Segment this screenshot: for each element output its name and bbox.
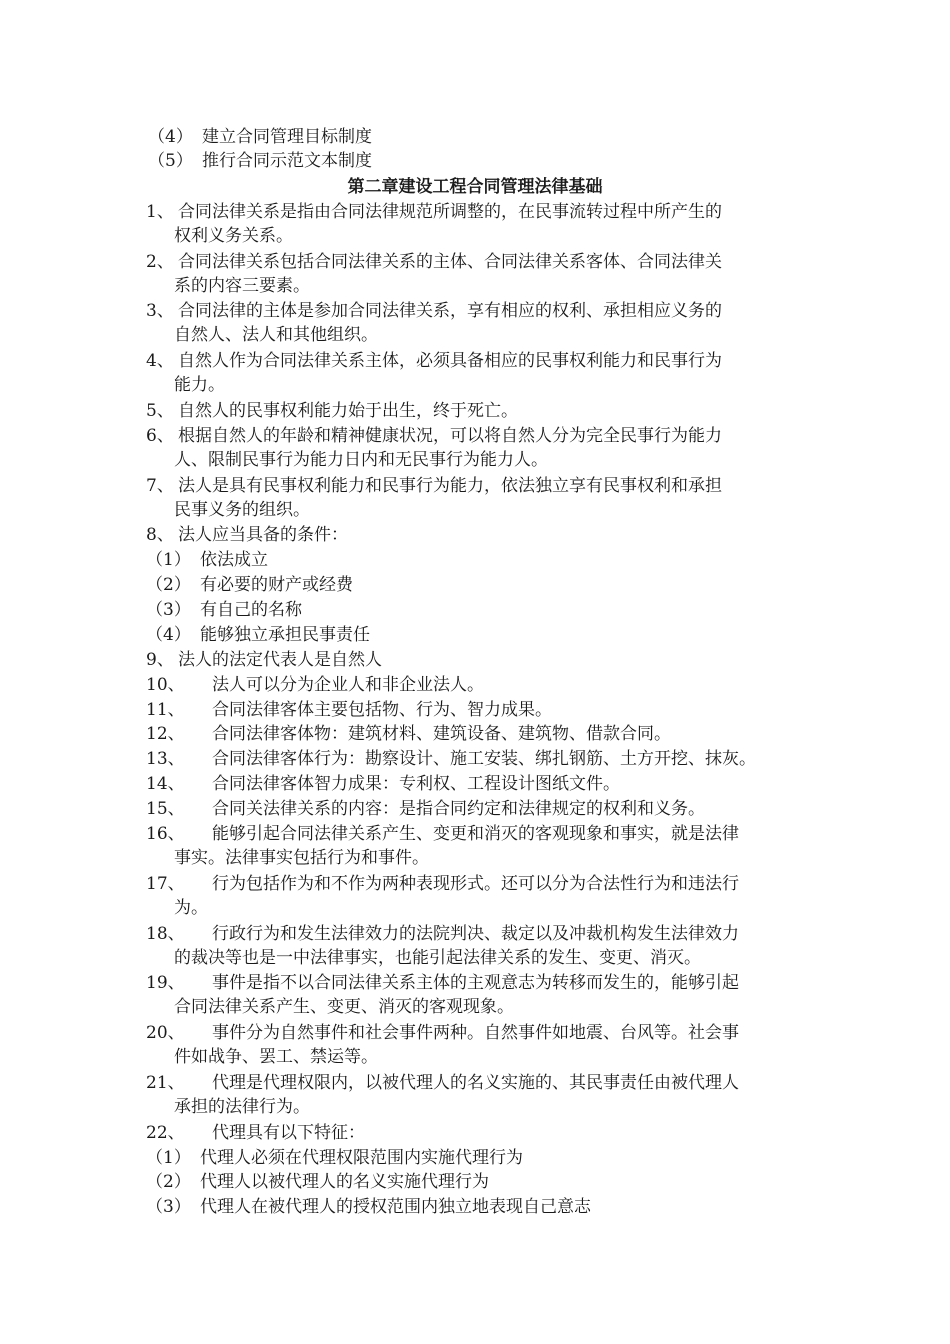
list-item: （2） 代理人以被代理人的名义实施代理行为 bbox=[146, 1172, 489, 1192]
list-item-continuation: 民事义务的组织。 bbox=[174, 500, 310, 520]
list-item-continuation: 件如战争、罢工、禁运等。 bbox=[174, 1047, 378, 1067]
list-item: 16、 能够引起合同法律关系产生、变更和消灭的客观现象和事实，就是法律 bbox=[146, 824, 739, 844]
list-item: 10、 法人可以分为企业人和非企业法人。 bbox=[146, 675, 484, 695]
list-item: 20、 事件分为自然事件和社会事件两种。自然事件如地震、台风等。社会事 bbox=[146, 1023, 739, 1043]
list-item-continuation: 事实。法律事实包括行为和事件。 bbox=[174, 848, 429, 868]
list-item-continuation: 合同法律关系产生、变更、消灭的客观现象。 bbox=[174, 997, 514, 1017]
list-item: 5、 自然人的民事权利能力始于出生，终于死亡。 bbox=[146, 401, 518, 421]
list-item: 18、 行政行为和发生法律效力的法院判决、裁定以及冲裁机构发生法律效力 bbox=[146, 924, 739, 944]
list-item: 17、 行为包括作为和不作为两种表现形式。还可以分为合法性行为和违法行 bbox=[146, 874, 739, 894]
list-item: 13、 合同法律客体行为：勘察设计、施工安装、绑扎钢筋、土方开挖、抹灰。 bbox=[146, 749, 756, 769]
list-item: 2、 合同法律关系包括合同法律关系的主体、合同法律关系客体、合同法律关 bbox=[146, 252, 722, 272]
list-item: （3） 有自己的名称 bbox=[146, 600, 302, 620]
list-item: 19、 事件是指不以合同法律关系主体的主观意志为转移而发生的，能够引起 bbox=[146, 973, 739, 993]
list-item: 12、 合同法律客体物：建筑材料、建筑设备、建筑物、借款合同。 bbox=[146, 724, 671, 744]
list-item: 6、 根据自然人的年龄和精神健康状况，可以将自然人分为完全民事行为能力 bbox=[146, 426, 722, 446]
list-item: 22、 代理具有以下特征： bbox=[146, 1123, 365, 1143]
list-item: 7、 法人是具有民事权利能力和民事行为能力，依法独立享有民事权利和承担 bbox=[146, 476, 722, 496]
list-item-continuation: 为。 bbox=[174, 898, 208, 918]
list-item-continuation: 承担的法律行为。 bbox=[174, 1097, 310, 1117]
list-item: 15、 合同关法律关系的内容：是指合同约定和法律规定的权利和义务。 bbox=[146, 799, 705, 819]
list-item: 4、 自然人作为合同法律关系主体，必须具备相应的民事权利能力和民事行为 bbox=[146, 351, 722, 371]
list-item-continuation: 自然人、法人和其他组织。 bbox=[174, 325, 378, 345]
list-item: （1） 依法成立 bbox=[146, 550, 268, 570]
list-item: 14、 合同法律客体智力成果：专利权、工程设计图纸文件。 bbox=[146, 774, 620, 794]
list-item: （5） 推行合同示范文本制度 bbox=[148, 151, 372, 171]
list-item: 3、 合同法律的主体是参加合同法律关系，享有相应的权利、承担相应义务的 bbox=[146, 301, 722, 321]
list-item: 1、 合同法律关系是指由合同法律规范所调整的，在民事流转过程中所产生的 bbox=[146, 202, 722, 222]
list-item: （2） 有必要的财产或经费 bbox=[146, 575, 353, 595]
list-item: （4） 建立合同管理目标制度 bbox=[148, 127, 372, 147]
list-item: 9、 法人的法定代表人是自然人 bbox=[146, 650, 382, 670]
chapter-title: 第二章建设工程合同管理法律基础 bbox=[347, 177, 603, 197]
list-item: （1） 代理人必须在代理权限范围内实施代理行为 bbox=[146, 1148, 523, 1168]
list-item-continuation: 人、限制民事行为能力日内和无民事行为能力人。 bbox=[174, 450, 548, 470]
list-item: 21、 代理是代理权限内，以被代理人的名义实施的、其民事责任由被代理人 bbox=[146, 1073, 739, 1093]
list-item-continuation: 系的内容三要素。 bbox=[174, 276, 310, 296]
list-item-continuation: 的裁决等也是一中法律事实，也能引起法律关系的发生、变更、消灭。 bbox=[174, 948, 701, 968]
list-item: （3） 代理人在被代理人的授权范围内独立地表现自己意志 bbox=[146, 1197, 591, 1217]
list-item-continuation: 能力。 bbox=[174, 375, 225, 395]
list-item: （4） 能够独立承担民事责任 bbox=[146, 625, 370, 645]
list-item: 8、 法人应当具备的条件： bbox=[146, 525, 348, 545]
list-item-continuation: 权利义务关系。 bbox=[174, 226, 293, 246]
list-item: 11、 合同法律客体主要包括物、行为、智力成果。 bbox=[146, 700, 552, 720]
